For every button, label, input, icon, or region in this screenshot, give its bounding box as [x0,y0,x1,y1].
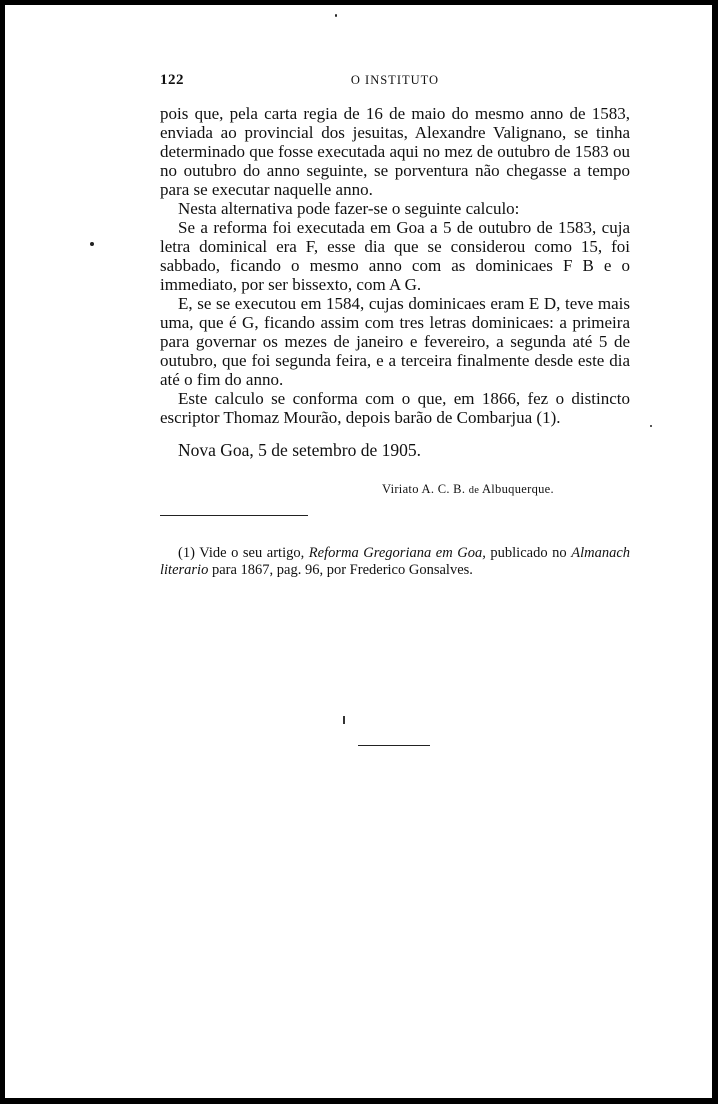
footnote-text-before: Vide o seu artigo, [199,545,305,561]
signature-initials: A. C. B. [421,482,466,496]
paragraph-2: Nesta alternativa pode fazer-se o seguinte calculo: [178,199,520,218]
paragraph-3: Se a reforma foi executada em Goa a 5 de outubro de 1583, cuja letra dominical era F, esse dia que se considerou como 15, foi sabbado, ficando o mesmo anno com as dominicaes F B e o immediato, por ser bissexto, com A G. [160,218,630,294]
page-number: 122 [160,72,184,88]
end-mark [343,716,345,724]
body-text [160,104,630,427]
speck [90,242,94,246]
end-rule [358,745,430,746]
footnote [160,545,630,579]
paragraph-5: Este calculo se conforma com o que, em 1866, fez o distincto escriptor Thomaz Mourão, depois barão de Combarjua (1). [160,389,630,427]
signature [382,482,554,497]
signature-particle: de [468,485,480,496]
signature-last-name: Albuquerque. [481,482,554,496]
paragraph-1: pois que, pela carta regia de 16 de maio do mesmo anno de 1583, enviada ao provincial dos jesuitas, Alexandre Valignano, se tinha determinado que fosse executada aqui no mez de outubro de 1583 ou no outubro do anno seguinte, se porventura não chegasse a tempo para se executar naquelle anno. [160,104,630,199]
running-head: O INSTITUTO [350,73,440,87]
page-header [160,72,630,92]
footnote-marker: (1) [178,545,195,561]
footnote-publication: Almanach literario [160,545,631,578]
footnote-text-after: para 1867, pag. 96, por Frederico Gonsalves. [211,562,473,578]
speck [650,425,652,427]
footnote-rule [160,515,308,516]
paragraph-4: E, se se executou em 1584, cujas dominicaes eram E D, teve mais uma, que é G, ficando assim com tres letras dominicaes: a primeira para governar os mezes de janeiro e fevereiro, a segunda até 5 de outubro, que foi segunda feira, e a terceira finalmente desde este dia até o fim do anno. [160,294,630,389]
dateline: Nova Goa, 5 de setembro de 1905. [178,440,421,460]
signature-first-name: Viriato [382,482,419,496]
footnote-article-title: Reforma Gregoriana em Goa, [308,545,486,561]
speck [335,14,337,17]
footnote-text-middle: publicado no [490,545,567,561]
